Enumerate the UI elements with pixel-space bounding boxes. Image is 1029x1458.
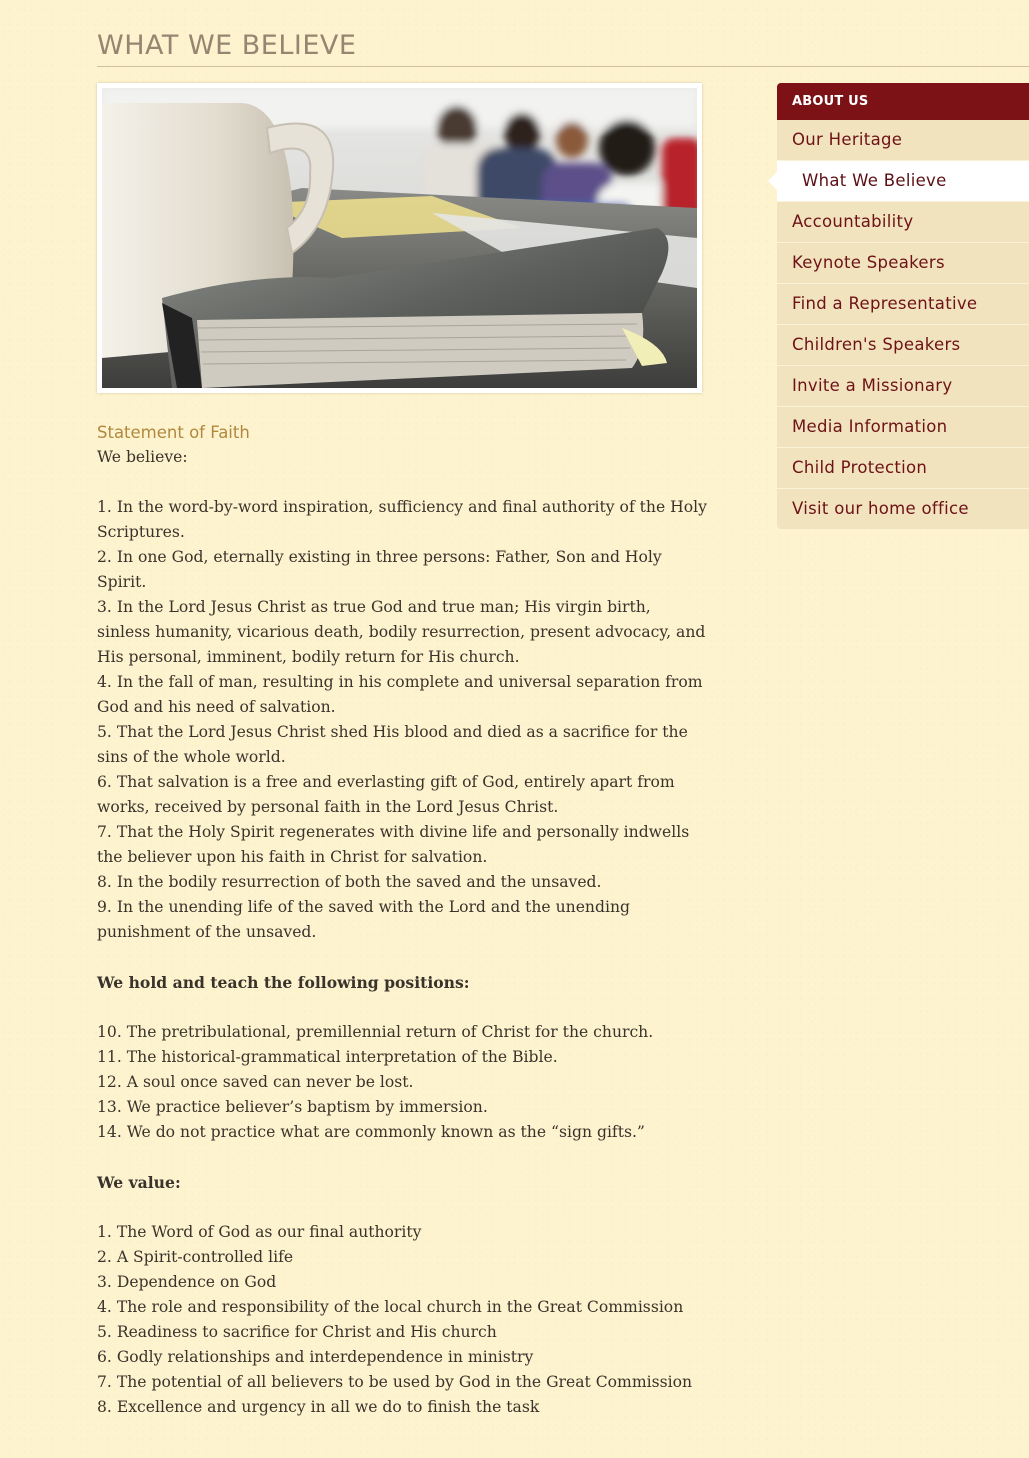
value-item: 7. The potential of all believers to be used by God in the Great Commission (97, 1373, 693, 1391)
sidebar-item-what-we-believe[interactable]: What We Believe (777, 161, 1029, 202)
about-us-sidebar (777, 83, 1029, 529)
section-heading-statement-of-faith: Statement of Faith (97, 423, 250, 442)
spacer (97, 1145, 707, 1170)
belief-item: 7. That the Holy Spirit regenerates with divine life and personally indwells the believer upon his faith in Christ for salvation. (97, 823, 690, 866)
belief-item: 4. In the fall of man, resulting in his complete and universal separation from God and his need of salvation. (97, 673, 703, 716)
intro-text: We believe: (97, 448, 188, 466)
spacer (97, 470, 707, 495)
value-item: 6. Godly relationships and interdependence in ministry (97, 1348, 534, 1366)
spacer (97, 995, 707, 1020)
position-item: 10. The pretribulational, premillennial return of Christ for the church. (97, 1023, 654, 1041)
sidebar-item-our-heritage[interactable]: Our Heritage (777, 120, 1029, 161)
position-item: 14. We do not practice what are commonly known as the “sign gifts.” (97, 1123, 645, 1141)
spacer (97, 945, 707, 970)
belief-item: 1. In the word-by-word inspiration, sufficiency and final authority of the Holy Scriptures. (97, 498, 707, 541)
sidebar-item-media-information[interactable]: Media Information (777, 407, 1029, 448)
sidebar-item-invite-a-missionary[interactable]: Invite a Missionary (777, 366, 1029, 407)
belief-item: 6. That salvation is a free and everlasting gift of God, entirely apart from works, received by personal faith in the Lord Jesus Christ. (97, 773, 675, 816)
belief-item: 8. In the bodily resurrection of both the saved and the unsaved. (97, 873, 602, 891)
belief-item: 5. That the Lord Jesus Christ shed His blood and died as a sacrifice for the sins of the whole world. (97, 723, 688, 766)
position-item: 11. The historical-grammatical interpretation of the Bible. (97, 1048, 558, 1066)
page-title: WHAT WE BELIEVE (97, 30, 357, 61)
sidebar-item-child-protection[interactable]: Child Protection (777, 448, 1029, 489)
sidebar-item-childrens-speakers[interactable]: Children's Speakers (777, 325, 1029, 366)
position-item: 13. We practice believer’s baptism by immersion. (97, 1098, 488, 1116)
bible-and-mug-photo (97, 83, 702, 393)
spacer (97, 1195, 707, 1220)
sidebar-item-keynote-speakers[interactable]: Keynote Speakers (777, 243, 1029, 284)
sidebar-item-visit-home-office[interactable]: Visit our home office (792, 499, 969, 518)
belief-item: 2. In one God, eternally existing in three persons: Father, Son and Holy Spirit. (97, 548, 662, 591)
main-content (97, 420, 707, 1420)
title-divider (97, 66, 1029, 67)
value-item: 3. Dependence on God (97, 1273, 277, 1291)
photo-illustration (102, 88, 697, 388)
value-item: 5. Readiness to sacrifice for Christ and His church (97, 1323, 497, 1341)
value-item: 8. Excellence and urgency in all we do to finish the task (97, 1398, 540, 1416)
sidebar-item-accountability[interactable]: Accountability (777, 202, 1029, 243)
sidebar-header: ABOUT US (777, 83, 1029, 120)
belief-item: 9. In the unending life of the saved with the Lord and the unending punishment of the unsaved. (97, 898, 630, 941)
positions-heading: We hold and teach the following positions: (97, 973, 470, 992)
values-heading: We value: (97, 1173, 181, 1192)
value-item: 2. A Spirit-controlled life (97, 1248, 294, 1266)
position-item: 12. A soul once saved can never be lost. (97, 1073, 414, 1091)
sidebar-item-find-a-representative[interactable]: Find a Representative (777, 284, 1029, 325)
belief-item: 3. In the Lord Jesus Christ as true God and true man; His virgin birth, sinless humanity, vicarious death, bodily resurrection, present advocacy, and His personal, imminent, bodily return for His church. (97, 598, 706, 666)
value-item: 1. The Word of God as our final authority (97, 1223, 422, 1241)
sidebar-nav-list (777, 120, 1029, 529)
value-item: 4. The role and responsibility of the local church in the Great Commission (97, 1298, 684, 1316)
